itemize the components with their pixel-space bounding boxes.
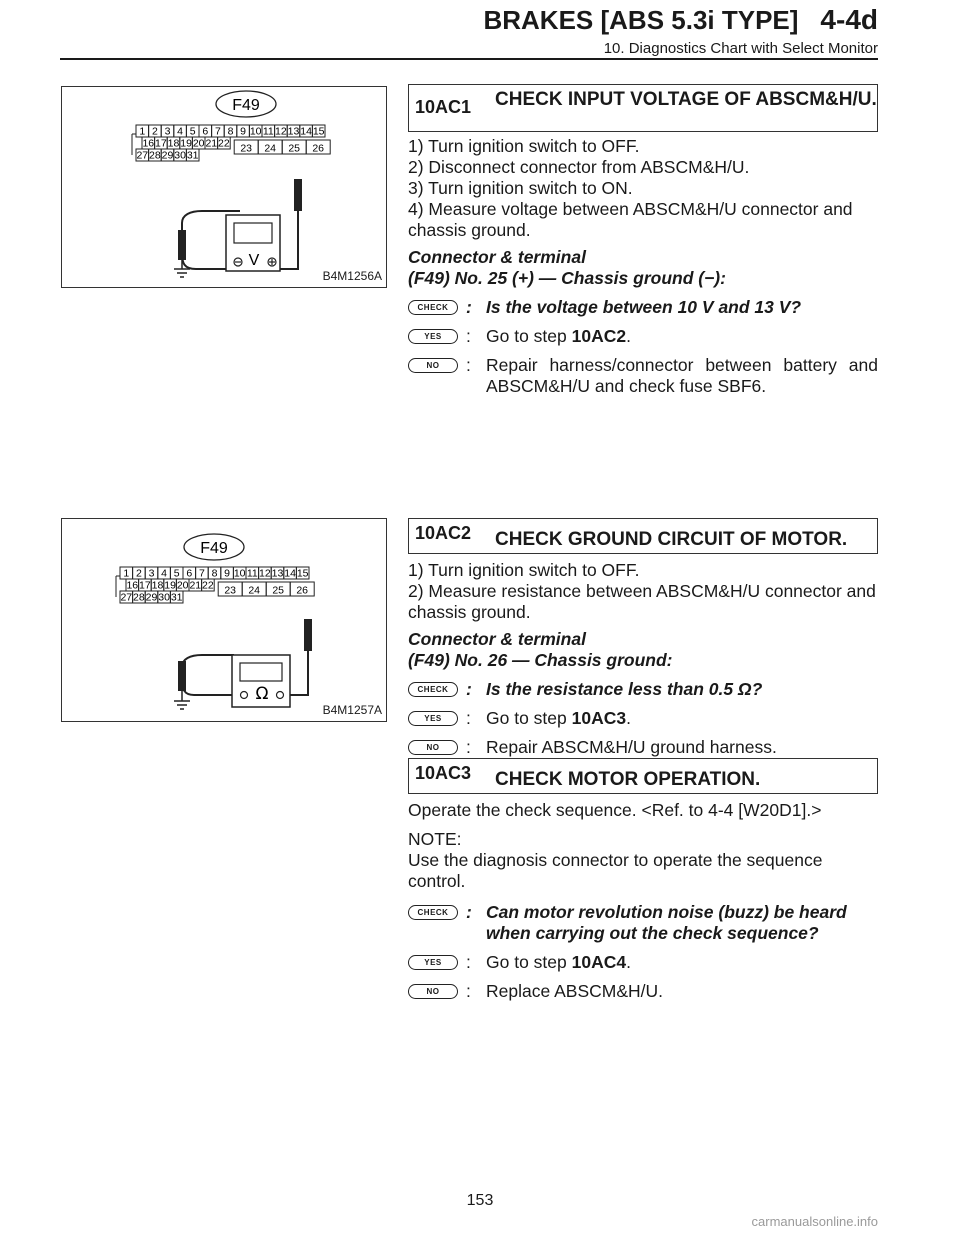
section-title: BRAKES [ABS 5.3i TYPE] [483, 5, 799, 35]
step-title: CHECK MOTOR OPERATION. [495, 769, 761, 790]
connector-pin-number: 3 [148, 567, 155, 580]
yes-text: Go to step [486, 952, 572, 972]
connector-pin-number: 8 [211, 567, 218, 580]
connector-pin-number: 14 [284, 567, 296, 580]
no-tag-icon: NO [408, 358, 458, 373]
connector-pin-number: 3 [164, 125, 171, 138]
figure-resistance-measurement [61, 518, 387, 722]
connector-pin-number: 18 [151, 579, 164, 592]
step-header [408, 84, 878, 132]
header-divider [60, 58, 878, 60]
instruction-line: 4) Measure voltage between ABSCM&H/U connector and chassis ground. [408, 199, 853, 240]
connector-pin-number: 16 [126, 579, 139, 592]
check-tag-icon: CHECK [408, 682, 458, 697]
separator: : [466, 981, 471, 1001]
yes-row [408, 326, 878, 347]
connector-f49 [132, 125, 330, 162]
separator: : [466, 326, 471, 346]
meter-symbol: Ω [255, 684, 269, 704]
connector-pin-number: 27 [120, 591, 133, 604]
connector-pin-number: 2 [135, 567, 142, 580]
connector-pin-number: 17 [139, 579, 151, 592]
connector-pin-number: 21 [205, 137, 218, 150]
yes-text: Go to step [486, 326, 572, 346]
check-question: Can motor revolution noise (buzz) be heard when carrying out the check sequence? [486, 902, 847, 943]
connector-pin-number: 18 [167, 137, 180, 150]
check-row [408, 297, 878, 318]
yes-tag-icon: YES [408, 955, 458, 970]
connector-diagram-1 [62, 87, 386, 287]
connector-shell [116, 576, 120, 597]
no-tag-icon: NO [408, 740, 458, 755]
connector-pin-number: 12 [259, 567, 271, 580]
connector-label: F49 [232, 97, 260, 114]
connector-pin-number: 28 [149, 149, 161, 162]
check-tag-icon: CHECK [408, 300, 458, 315]
connector-pin-number: 24 [248, 584, 261, 597]
connector-pin-number: 15 [312, 125, 325, 138]
connector-pin-number: 25 [272, 584, 285, 597]
connector-pin-number: 13 [287, 125, 300, 138]
no-text: Repair ABSCM&H/U ground harness. [486, 737, 777, 757]
no-row [408, 981, 878, 1002]
check-question: Is the resistance less than 0.5 Ω? [486, 679, 763, 699]
separator: : [466, 902, 472, 922]
connector-f49 [116, 567, 314, 604]
connector-pin-number: 31 [170, 591, 183, 604]
connector-terminal-label: Connector & terminal [408, 247, 586, 267]
separator: : [466, 708, 471, 728]
no-row [408, 355, 878, 397]
separator: : [466, 297, 472, 317]
connector-pin-number: 21 [189, 579, 202, 592]
page-header [483, 4, 878, 36]
connector-pin-number: 4 [177, 125, 184, 138]
connector-pin-number: 10 [233, 567, 246, 580]
connector-pin-number: 11 [246, 567, 258, 580]
yes-tag-icon: YES [408, 329, 458, 344]
step-10ac1 [408, 84, 878, 397]
connector-pin-number: 12 [275, 125, 287, 138]
connector-pin-number: 6 [186, 567, 193, 580]
connector-pin-number: 20 [192, 137, 205, 150]
connector-pin-number: 27 [136, 149, 149, 162]
yes-row [408, 708, 878, 729]
meter-symbol: V [248, 252, 260, 269]
note-label: NOTE: [408, 829, 462, 849]
connector-terminal-label: Connector & terminal [408, 629, 586, 649]
step-10ac3 [408, 758, 878, 1002]
separator: : [466, 355, 471, 375]
watermark: carmanualsonline.info [751, 1214, 878, 1229]
connector-shell [132, 134, 136, 155]
connector-pin-number: 16 [142, 137, 155, 150]
connector-pin-number: 23 [240, 142, 253, 155]
yes-step-link[interactable]: 10AC3 [571, 708, 627, 728]
separator: : [466, 952, 471, 972]
step-id: 10AC2 [415, 523, 472, 543]
connector-pin-number: 6 [202, 125, 209, 138]
connector-pin-number: 19 [164, 579, 176, 592]
connector-pin-number: 5 [173, 567, 180, 580]
step-header [408, 518, 878, 554]
check-row [408, 902, 878, 944]
instruction-line: 2) Disconnect connector from ABSCM&H/U. [408, 157, 750, 177]
no-tag-icon: NO [408, 984, 458, 999]
separator: : [466, 737, 471, 757]
connector-pin-number: 2 [151, 125, 158, 138]
connector-pin-number: 15 [296, 567, 309, 580]
connector-pin-number: 31 [186, 149, 199, 162]
step-id: 10AC1 [415, 97, 472, 117]
connector-pin-number: 25 [288, 142, 301, 155]
page-number: 153 [466, 1192, 494, 1209]
section-code: 4-4d [820, 4, 878, 35]
check-row [408, 679, 878, 700]
connector-pin-number: 9 [224, 567, 231, 580]
yes-step-link[interactable]: 10AC2 [571, 326, 627, 346]
step-id: 10AC3 [415, 763, 472, 783]
connector-pin-number: 22 [202, 579, 214, 592]
step-10ac2 [408, 518, 878, 758]
figure-caption: B4M1256A [322, 269, 382, 283]
connector-pin-number: 14 [300, 125, 312, 138]
connector-pin-number: 10 [249, 125, 262, 138]
connector-terminal-value: (F49) No. 25 (+) — Chassis ground (−): [408, 268, 726, 288]
yes-step-link[interactable]: 10AC4 [571, 952, 627, 972]
separator: : [466, 679, 472, 699]
yes-row [408, 952, 878, 973]
instruction-line: 2) Measure resistance between ABSCM&H/U connector and chassis ground. [408, 581, 876, 622]
connector-terminal-value: (F49) No. 26 — Chassis ground: [408, 650, 673, 670]
connector-pin-number: 13 [271, 567, 284, 580]
instruction-line: Operate the check sequence. <Ref. to 4-4 [W20D1].> [408, 800, 822, 820]
connector-pin-number: 9 [240, 125, 247, 138]
no-row [408, 737, 878, 758]
step-title: CHECK GROUND CIRCUIT OF MOTOR. [495, 529, 848, 550]
connector-pin-number: 11 [262, 125, 274, 138]
step-header [408, 758, 878, 794]
connector-pin-number: 22 [218, 137, 230, 150]
punctuation: . [626, 326, 631, 346]
connector-pin-number: 7 [214, 125, 221, 138]
instruction-line: 1) Turn ignition switch to OFF. [408, 560, 640, 580]
connector-pin-number: 4 [161, 567, 168, 580]
connector-pin-number: 17 [155, 137, 167, 150]
instruction-line: 1) Turn ignition switch to OFF. [408, 136, 640, 156]
punctuation: . [626, 952, 631, 972]
connector-pin-number: 5 [189, 125, 196, 138]
connector-pin-number: 7 [198, 567, 205, 580]
figure-caption: B4M1257A [322, 703, 382, 717]
check-question: Is the voltage between 10 V and 13 V? [486, 297, 802, 317]
step-title: CHECK INPUT VOLTAGE OF ABSCM&H/U. [495, 89, 877, 110]
connector-pin-number: 23 [224, 584, 237, 597]
connector-label: F49 [200, 540, 228, 557]
instruction-line: 3) Turn ignition switch to ON. [408, 178, 633, 198]
yes-text: Go to step [486, 708, 572, 728]
section-subtitle: 10. Diagnostics Chart with Select Monitor [603, 40, 878, 57]
connector-pin-number: 26 [312, 142, 325, 155]
connector-pin-number: 28 [133, 591, 145, 604]
no-text: Repair harness/connector between battery and ABSCM&H/U and check fuse SBF6. [486, 355, 878, 396]
note-text: Use the diagnosis connector to operate the sequence control. [408, 850, 823, 891]
connector-pin-number: 29 [161, 149, 174, 162]
connector-pin-number: 30 [158, 591, 170, 604]
connector-pin-number: 29 [145, 591, 158, 604]
connector-pin-number: 30 [174, 149, 186, 162]
no-text: Replace ABSCM&H/U. [486, 981, 664, 1001]
figure-voltage-measurement [61, 86, 387, 288]
punctuation: . [626, 708, 631, 728]
connector-pin-number: 8 [227, 125, 234, 138]
connector-pin-number: 1 [123, 567, 130, 580]
connector-diagram-2 [62, 519, 386, 721]
yes-tag-icon: YES [408, 711, 458, 726]
connector-pin-number: 24 [264, 142, 277, 155]
connector-pin-number: 20 [176, 579, 189, 592]
check-tag-icon: CHECK [408, 905, 458, 920]
connector-pin-number: 19 [180, 137, 192, 150]
connector-pin-number: 1 [139, 125, 146, 138]
connector-pin-number: 26 [296, 584, 309, 597]
